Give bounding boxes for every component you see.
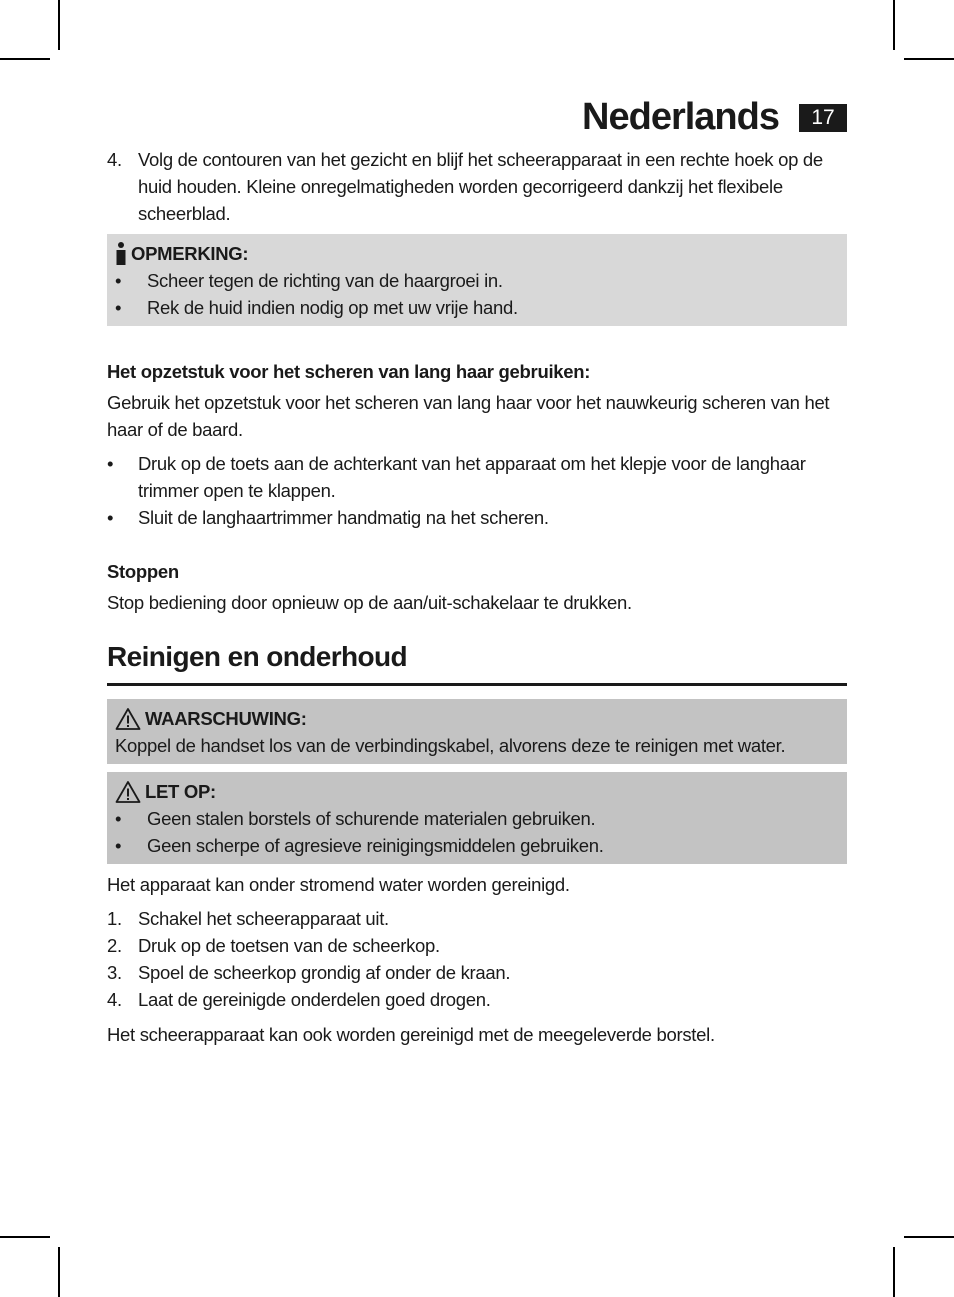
list-item-text: Geen scherpe of agresieve reinigingsmiddelen gebruiken. — [147, 835, 604, 856]
step-text: Druk op de toetsen van de scheerkop. — [138, 935, 440, 956]
numbered-step — [107, 932, 847, 959]
caution-box — [107, 772, 847, 864]
page-content — [107, 146, 847, 1048]
list-item-text: Sluit de langhaartrimmer handmatig na het scheren. — [138, 507, 549, 528]
list-item — [115, 832, 839, 859]
step-text: Laat de gereinigde onderdelen goed drogen. — [138, 989, 491, 1010]
caution-title-text: LET OP: — [145, 781, 216, 802]
note-title-text: OPMERKING: — [131, 243, 249, 264]
note-title — [115, 240, 839, 267]
list-item — [115, 294, 839, 321]
subsection-heading: Stoppen — [107, 561, 179, 582]
language-title: Nederlands — [582, 96, 779, 138]
numbered-step — [107, 905, 847, 932]
info-icon — [115, 242, 127, 266]
page-number: 17 — [799, 104, 847, 132]
step-text: Volg de contouren van het gezicht en blijf het scheerapparaat in een rechte hoek op de huid houden. Kleine onregelmatigheden worden gecorrigeerd dankzij het flexibele scheerblad. — [138, 149, 823, 224]
crop-mark — [0, 1236, 50, 1238]
page-header — [582, 96, 847, 139]
warning-icon — [115, 780, 141, 804]
numbered-step — [107, 146, 847, 227]
section-heading: Reinigen en onderhoud — [107, 641, 847, 686]
list-item-text: Geen stalen borstels of schurende materialen gebruiken. — [147, 808, 596, 829]
step-number: 2. — [107, 935, 122, 956]
bullet: • — [115, 270, 122, 291]
warning-title-text: WAARSCHUWING: — [145, 708, 307, 729]
crop-mark — [904, 58, 954, 60]
bullet: • — [107, 507, 114, 528]
paragraph: Stop bediening door opnieuw op de aan/uit-schakelaar te drukken. — [107, 592, 632, 613]
paragraph: Gebruik het opzetstuk voor het scheren van lang haar voor het nauwkeurig scheren van het haar of de baard. — [107, 392, 830, 440]
bullet: • — [107, 453, 114, 474]
crop-mark — [0, 58, 50, 60]
numbered-step — [107, 986, 847, 1013]
step-text: Schakel het scheerapparaat uit. — [138, 908, 389, 929]
list-item — [107, 504, 847, 531]
bullet: • — [115, 297, 122, 318]
list-item — [115, 267, 839, 294]
crop-mark — [58, 1247, 60, 1297]
warning-box — [107, 699, 847, 764]
step-number: 3. — [107, 962, 122, 983]
list-item-text: Scheer tegen de richting van de haargroei in. — [147, 270, 503, 291]
warning-text: Koppel de handset los van de verbindingskabel, alvorens deze te reinigen met water. — [115, 735, 786, 756]
list-item-text: Druk op de toets aan de achterkant van het apparaat om het klepje voor de langhaar trimmer open te klappen. — [138, 453, 806, 501]
warning-title — [115, 705, 839, 732]
warning-icon — [115, 707, 141, 731]
subsection-heading: Het opzetstuk voor het scheren van lang haar gebruiken: — [107, 361, 591, 382]
step-text: Spoel de scheerkop grondig af onder de kraan. — [138, 962, 511, 983]
paragraph: Het scheerapparaat kan ook worden gereinigd met de meegeleverde borstel. — [107, 1024, 715, 1045]
crop-mark — [893, 0, 895, 50]
step-number: 1. — [107, 908, 122, 929]
list-item — [115, 805, 839, 832]
note-box — [107, 234, 847, 326]
numbered-step — [107, 959, 847, 986]
step-number: 4. — [107, 149, 122, 170]
crop-mark — [904, 1236, 954, 1238]
step-number: 4. — [107, 989, 122, 1010]
caution-title — [115, 778, 839, 805]
crop-mark — [893, 1247, 895, 1297]
bullet: • — [115, 808, 122, 829]
crop-mark — [58, 0, 60, 50]
bullet: • — [115, 835, 122, 856]
paragraph: Het apparaat kan onder stromend water worden gereinigd. — [107, 874, 570, 895]
list-item-text: Rek de huid indien nodig op met uw vrije hand. — [147, 297, 518, 318]
list-item — [107, 450, 847, 504]
